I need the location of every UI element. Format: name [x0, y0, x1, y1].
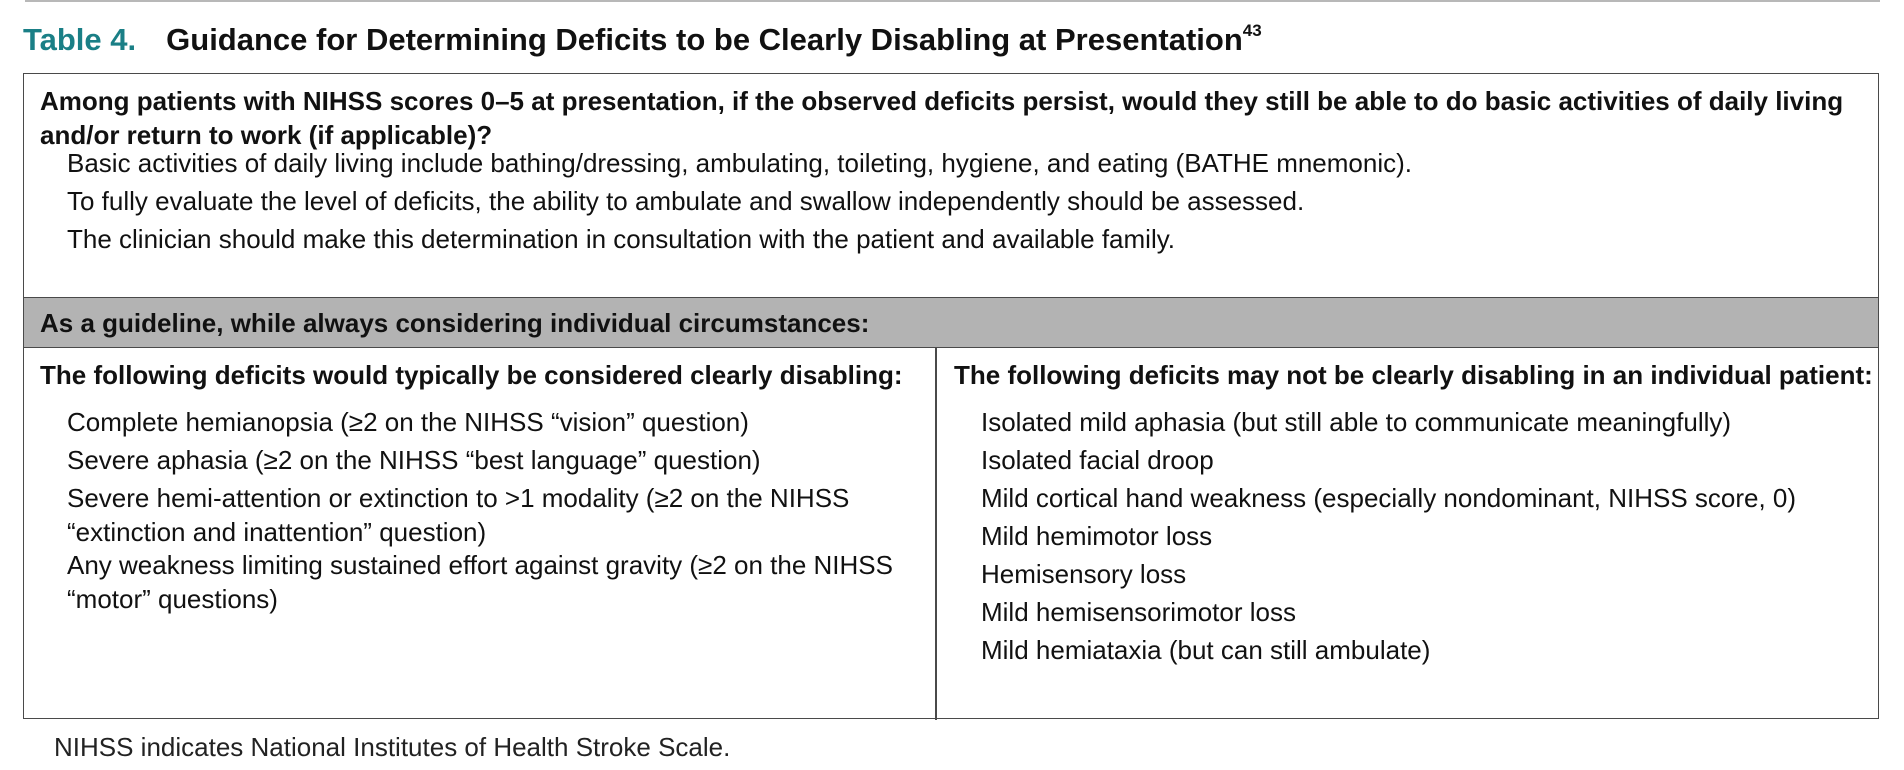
- non-disabling-item: Mild hemisensorimotor loss: [981, 597, 1296, 627]
- title-reference: 43: [1242, 20, 1262, 40]
- non-disabling-item: Mild cortical hand weakness (especially nondominant, NIHSS score, 0): [981, 483, 1797, 513]
- disabling-item: Any weakness limiting sustained effort against gravity (≥2 on the NIHSS “motor” questions): [67, 550, 893, 614]
- top-rule: [25, 0, 1880, 2]
- non-disabling-item: Isolated facial droop: [981, 445, 1214, 475]
- guidance-table: [23, 73, 1879, 719]
- question-section: [24, 74, 1878, 297]
- non-disabling-heading: The following deficits may not be clearly disabling in an individual patient:: [954, 360, 1873, 390]
- guideline-text: As a guideline, while always considering individual circumstances:: [40, 308, 870, 338]
- disabling-item: Severe aphasia (≥2 on the NIHSS “best language” question): [67, 445, 761, 475]
- disabling-heading: The following deficits would typically be considered clearly disabling:: [40, 360, 903, 390]
- guideline-band: [24, 297, 1878, 348]
- column-divider: [935, 348, 937, 720]
- question-note: To fully evaluate the level of deficits, the ability to ambulate and swallow independently should be assessed.: [67, 186, 1305, 216]
- table-footnote: NIHSS indicates National Institutes of Health Stroke Scale.: [54, 732, 731, 762]
- question-heading: Among patients with NIHSS scores 0–5 at presentation, if the observed deficits persist, would they still be able to do basic activities of daily living and/or return to work (if applicable)?: [40, 86, 1844, 150]
- non-disabling-item: Mild hemimotor loss: [981, 521, 1213, 551]
- table-title: Guidance for Determining Deficits to be Clearly Disabling at Presentation: [166, 22, 1243, 57]
- non-disabling-item: Mild hemiataxia (but can still ambulate): [981, 635, 1431, 665]
- question-note: The clinician should make this determination in consultation with the patient and available family.: [67, 224, 1176, 254]
- disabling-item: Severe hemi-attention or extinction to >1 modality (≥2 on the NIHSS “extinction and inattention” question): [67, 483, 850, 547]
- disabling-item: Complete hemianopsia (≥2 on the NIHSS “vision” question): [67, 407, 749, 437]
- non-disabling-item: Isolated mild aphasia (but still able to communicate meaningfully): [981, 407, 1732, 437]
- table-caption: [23, 22, 1262, 58]
- question-note: Basic activities of daily living include bathing/dressing, ambulating, toileting, hygiene, and eating (BATHE mnemonic).: [67, 148, 1413, 178]
- table-number: Table 4.: [23, 22, 137, 57]
- non-disabling-item: Hemisensory loss: [981, 559, 1187, 589]
